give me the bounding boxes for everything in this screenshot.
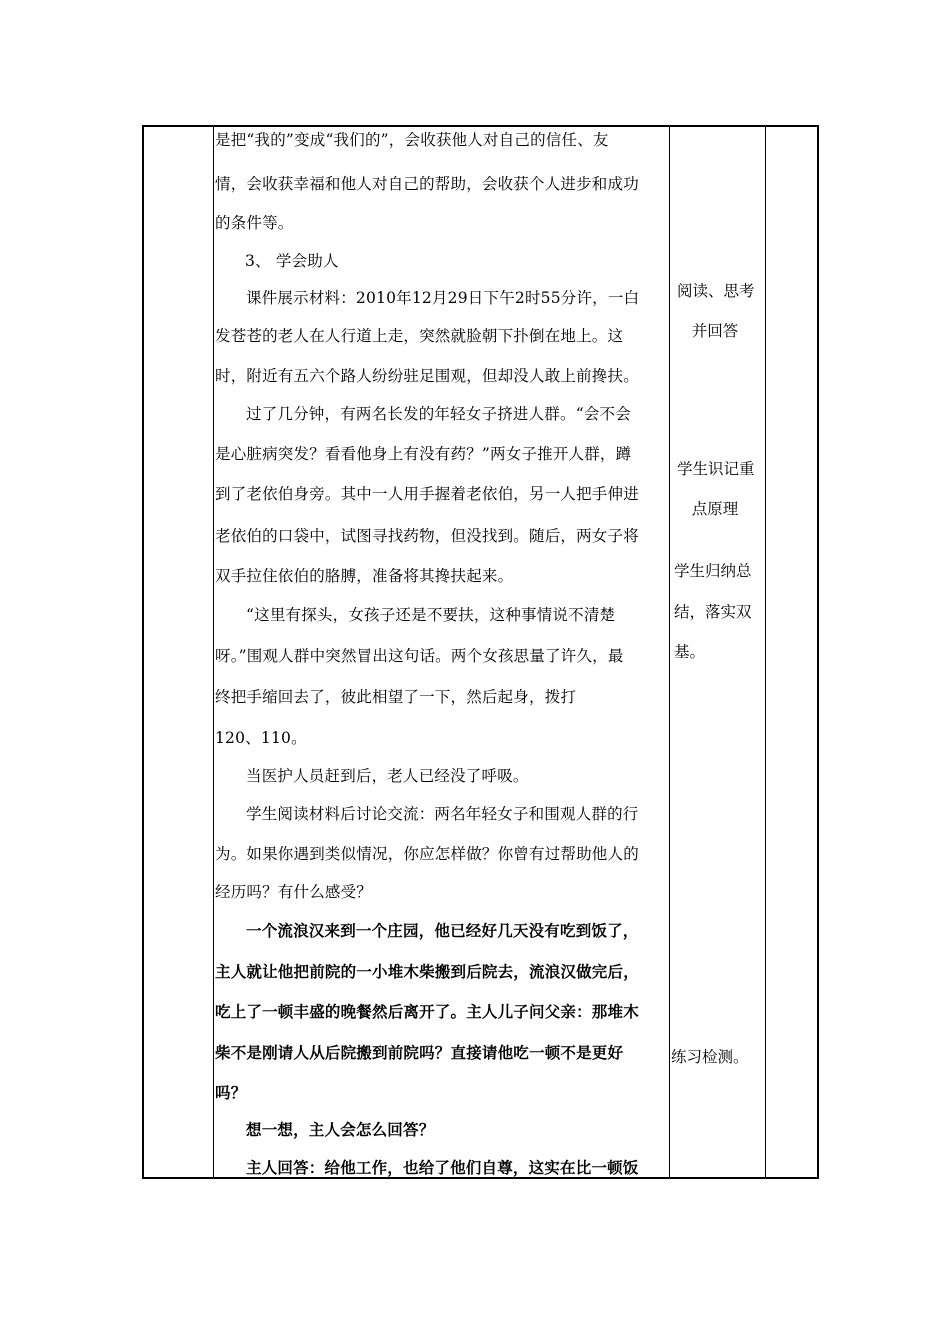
content-line: “这里有探头，女孩子还是不要扶，这种事情说不清楚 (246, 606, 616, 624)
content-line: 课件展示材料：2010年12月29日下午2时55分许，一白 (246, 289, 640, 307)
content-line: 过了几分钟，有两名长发的年轻女子挤进人群。“会不会 (246, 405, 631, 423)
content-line: 情，会收获幸福和他人对自己的帮助，会收获个人进步和成功 (215, 175, 639, 193)
activity-note: 结，落实双 (674, 603, 752, 621)
story-line: 吃上了一顿丰盛的晚餐然后离开了。主人儿子问父亲：那堆木 (215, 1002, 639, 1021)
content-line: 是心脏病突发？看看他身上有没有药？”两女子推开人群，蹲 (215, 445, 632, 463)
story-line: 吗？ (215, 1083, 247, 1102)
story-line: 主人回答：给他工作，也给了他们自尊，这实在比一顿饭 (246, 1158, 639, 1177)
activity-note: 点原理 (691, 500, 739, 518)
activity-note: 学生归纳总 (674, 562, 752, 580)
content-line: 到了老依伯身旁。其中一人用手握着老依伯，另一人把手伸进 (215, 485, 639, 503)
activity-note: 阅读、思考 (677, 282, 755, 300)
content-line: 双手拉住依伯的胳膊，准备将其搀扶起来。 (215, 567, 514, 585)
story-line: 一个流浪汉来到一个庄园，他已经好几天没有吃到饭了， (246, 921, 639, 940)
story-line: 主人就让他把前院的一小堆木柴搬到后院去，流浪汉做完后， (215, 962, 639, 981)
content-line: 的条件等。 (215, 214, 294, 232)
content-line: 时，附近有五六个路人纷纷驻足围观，但却没人敢上前搀扶。 (215, 367, 639, 385)
activity-note: 并回答 (691, 322, 739, 340)
content-line: 经历吗？有什么感受？ (215, 883, 373, 901)
activity-note: 学生识记重 (677, 460, 755, 478)
section-heading: 3、 学会助人 (245, 252, 339, 270)
content-line: 学生阅读材料后讨论交流：两名年轻女子和围观人群的行 (246, 805, 639, 823)
content-line: 发苍苍的老人在人行道上走，突然就脸朝下扑倒在地上。这 (215, 327, 624, 345)
content-line: 当医护人员赶到后，老人已经没了呼吸。 (246, 767, 529, 785)
activity-note: 练习检测。 (671, 1048, 749, 1066)
content-line: 120、110。 (215, 729, 307, 747)
activity-note: 基。 (674, 643, 706, 661)
story-line: 想一想，主人会怎么回答？ (246, 1120, 435, 1139)
content-line: 为。如果你遇到类似情况，你应怎样做？你曾有过帮助他人的 (215, 845, 639, 863)
content-line: 老依伯的口袋中，试图寻找药物，但没找到。随后，两女子将 (215, 527, 639, 545)
content-line: 终把手缩回去了，彼此相望了一下，然后起身，拨打 (215, 688, 577, 706)
column-divider-1 (213, 127, 214, 1177)
story-line: 柴不是刚请人从后院搬到前院吗？直接请他吃一顿不是更好 (215, 1043, 624, 1062)
content-line: 是把“我的”变成“我们的”，会收获他人对自己的信任、友 (215, 131, 609, 149)
content-line: 呀。”围观人群中突然冒出这句话。两个女孩思量了许久，最 (215, 647, 624, 665)
